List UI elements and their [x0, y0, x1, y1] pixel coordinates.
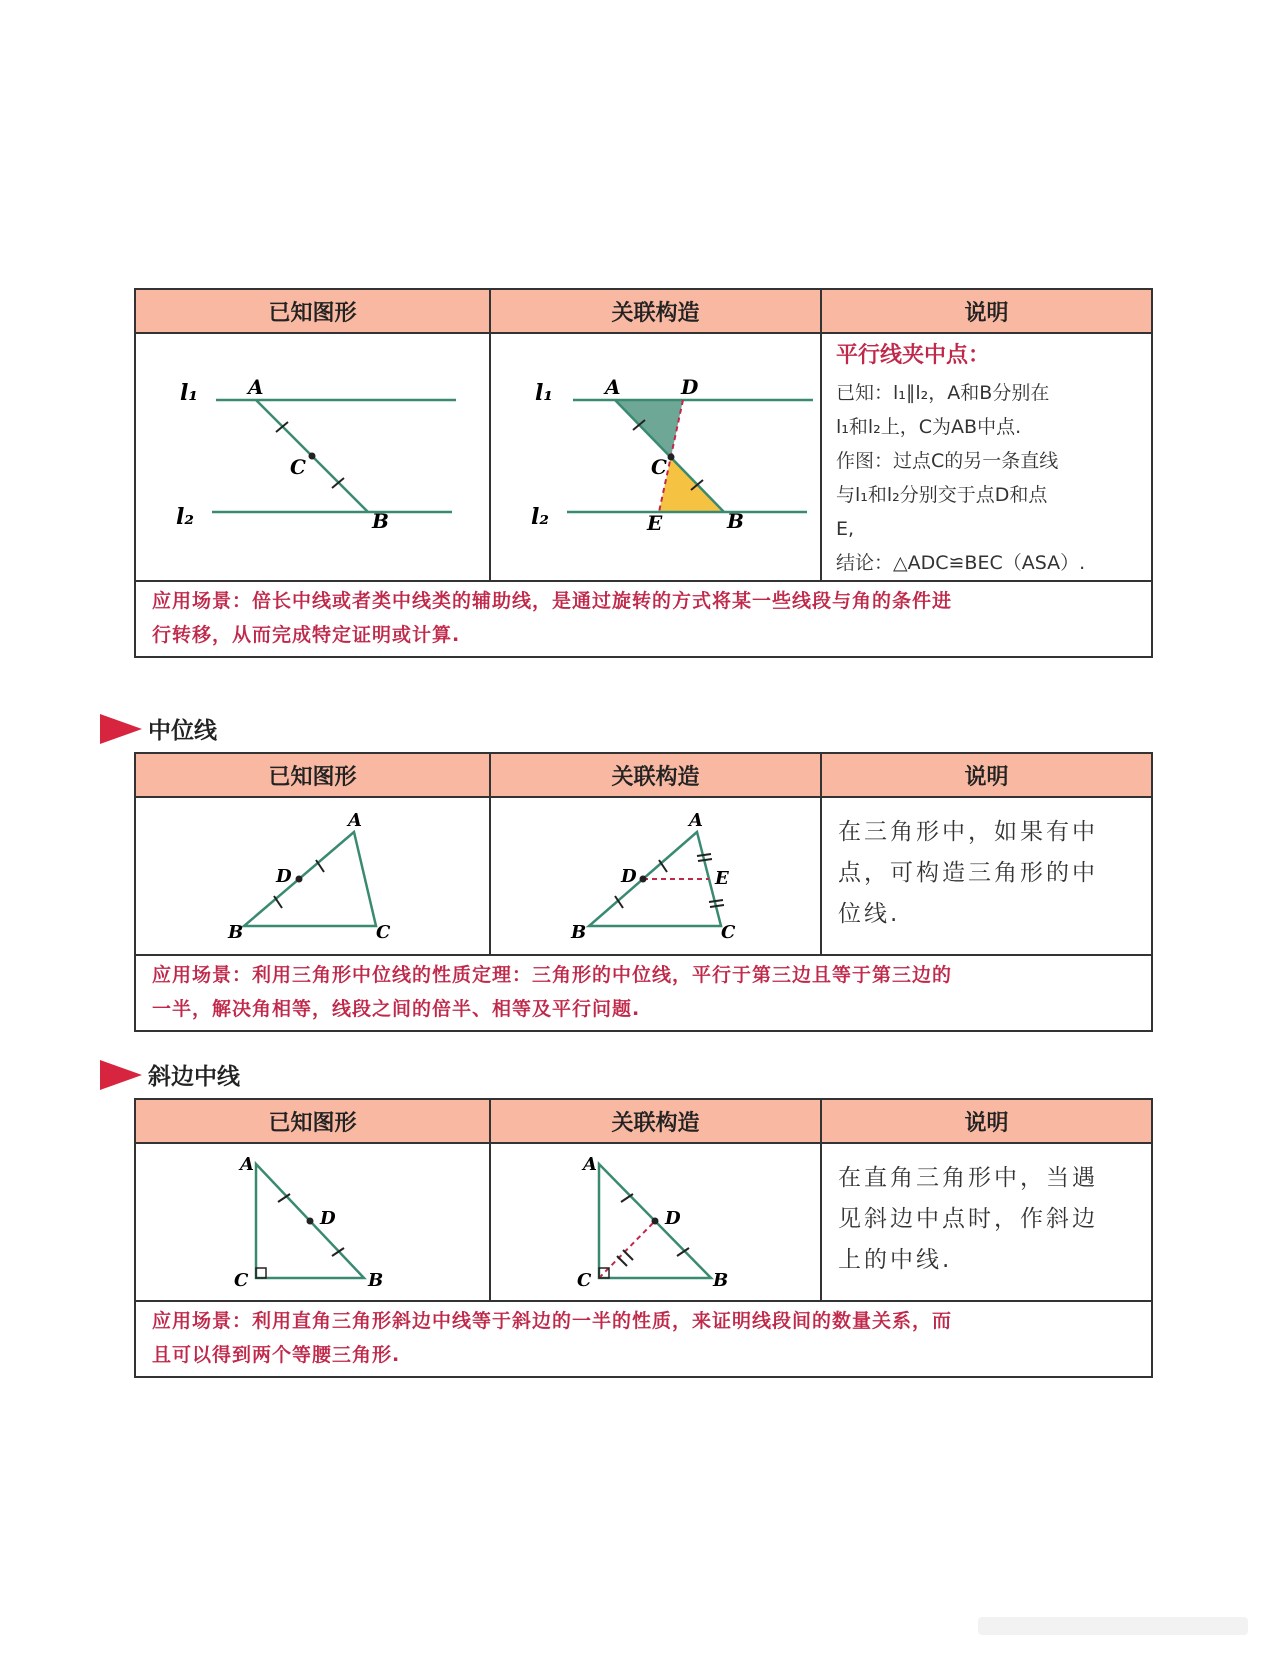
table-midline: [134, 752, 1153, 1032]
application-line: 应用场景：利用三角形中位线的性质定理：三角形的中位线，平行于第三边且等于第三边的: [152, 964, 953, 986]
svg-text:C: C: [290, 455, 306, 479]
application-line: 应用场景：利用直角三角形斜边中线等于斜边的一半的性质，来证明线段间的数量关系，而: [152, 1310, 953, 1332]
hypotenuse-median-construction-figure: [491, 1144, 820, 1300]
section-heading-midline: [100, 712, 217, 745]
explanation-cell: [822, 798, 1151, 954]
application-scenario: [136, 582, 1151, 656]
explanation-line: 点，可构造三角形的中: [838, 860, 1098, 886]
midline-construction-figure: [491, 798, 820, 954]
svg-text:l₁: l₁: [535, 380, 553, 406]
figure-known: [136, 334, 491, 580]
section-arrow-icon: [100, 1060, 142, 1090]
explanation-cell: [822, 1144, 1151, 1300]
table-body: [136, 798, 1151, 956]
figure-known: [136, 798, 491, 954]
parallel-lines-figure: [136, 334, 489, 580]
explanation-line: 上的中线.: [838, 1247, 953, 1273]
midpoint-construction-figure: [491, 334, 820, 580]
svg-text:l₂: l₂: [531, 504, 549, 530]
svg-text:C: C: [577, 1270, 592, 1291]
explanation-title: 平行线夹中点：: [836, 343, 991, 368]
svg-text:B: B: [368, 1270, 384, 1291]
svg-text:l₁: l₁: [180, 380, 198, 406]
figure-construct: [491, 1144, 822, 1300]
svg-text:B: B: [228, 922, 244, 943]
header-construct: 关联构造: [491, 290, 822, 332]
section-title: 斜边中线: [148, 1064, 240, 1090]
svg-text:D: D: [276, 866, 292, 887]
svg-text:B: B: [372, 509, 389, 533]
application-scenario: [136, 1302, 1151, 1376]
svg-text:A: A: [240, 1154, 254, 1175]
svg-text:E: E: [715, 868, 729, 889]
application-scenario: [136, 956, 1151, 1030]
header-explain: 说明: [964, 1110, 1009, 1136]
explanation-line: 与l₁和l₂分别交于点D和点: [836, 484, 1048, 506]
figure-construct: [491, 798, 822, 954]
section-title: 中位线: [148, 718, 217, 744]
svg-text:B: B: [727, 509, 744, 533]
svg-text:l₂: l₂: [176, 504, 194, 530]
table-parallel-midpoint: [134, 288, 1153, 658]
explanation-line: 在三角形中，如果有中: [838, 819, 1098, 845]
header-known: 已知图形: [136, 1100, 491, 1142]
header-explain: 说明: [964, 300, 1009, 326]
svg-text:C: C: [651, 455, 667, 479]
right-triangle-figure: [136, 1144, 489, 1300]
header-construct: 关联构造: [491, 1100, 822, 1142]
explanation-line: l₁和l₂上，C为AB中点.: [836, 416, 1022, 438]
explanation-line: 在直角三角形中，当遇: [838, 1165, 1098, 1191]
svg-text:B: B: [713, 1270, 729, 1291]
application-line: 应用场景：倍长中线或者类中线类的辅助线，是通过旋转的方式将某一些线段与角的条件进: [152, 590, 953, 612]
header-known: 已知图形: [136, 290, 491, 332]
triangle-midpoint-figure: [136, 798, 489, 954]
svg-text:E: E: [647, 511, 663, 535]
explanation-line: 见斜边中点时，作斜边: [838, 1206, 1098, 1232]
svg-text:D: D: [621, 866, 637, 887]
svg-text:D: D: [320, 1208, 336, 1229]
explanation-line: 结论：△ADC≌BEC（ASA）.: [836, 552, 1086, 574]
svg-text:A: A: [605, 375, 621, 399]
watermark-strip: [978, 1617, 1248, 1635]
svg-text:C: C: [234, 1270, 249, 1291]
header-explain: 说明: [964, 764, 1009, 790]
svg-text:D: D: [665, 1208, 681, 1229]
table-body: [136, 334, 1151, 582]
table-header: [136, 290, 1151, 334]
svg-text:B: B: [571, 922, 587, 943]
explanation-line: 作图：过点C的另一条直线: [836, 450, 1059, 472]
section-heading-hypotenuse-median: [100, 1058, 240, 1091]
section-arrow-icon: [100, 714, 142, 744]
table-header: [136, 754, 1151, 798]
explanation-line: E,: [836, 518, 855, 540]
svg-text:C: C: [376, 922, 391, 943]
svg-text:A: A: [248, 375, 264, 399]
header-construct: 关联构造: [491, 754, 822, 796]
explanation-cell: [822, 334, 1151, 580]
svg-text:C: C: [721, 922, 736, 943]
svg-text:A: A: [583, 1154, 597, 1175]
svg-text:A: A: [348, 810, 362, 831]
table-header: [136, 1100, 1151, 1144]
table-body: [136, 1144, 1151, 1302]
application-line: 行转移，从而完成特定证明或计算.: [152, 624, 461, 646]
table-hypotenuse-median: [134, 1098, 1153, 1378]
svg-text:D: D: [681, 375, 699, 399]
application-line: 且可以得到两个等腰三角形.: [152, 1344, 401, 1366]
figure-construct: [491, 334, 822, 580]
explanation-line: 已知：l₁∥l₂，A和B分别在: [836, 382, 1050, 404]
application-line: 一半，解决角相等，线段之间的倍半、相等及平行问题.: [152, 998, 641, 1020]
header-known: 已知图形: [136, 754, 491, 796]
figure-known: [136, 1144, 491, 1300]
svg-text:A: A: [689, 810, 703, 831]
explanation-line: 位线.: [838, 901, 901, 927]
